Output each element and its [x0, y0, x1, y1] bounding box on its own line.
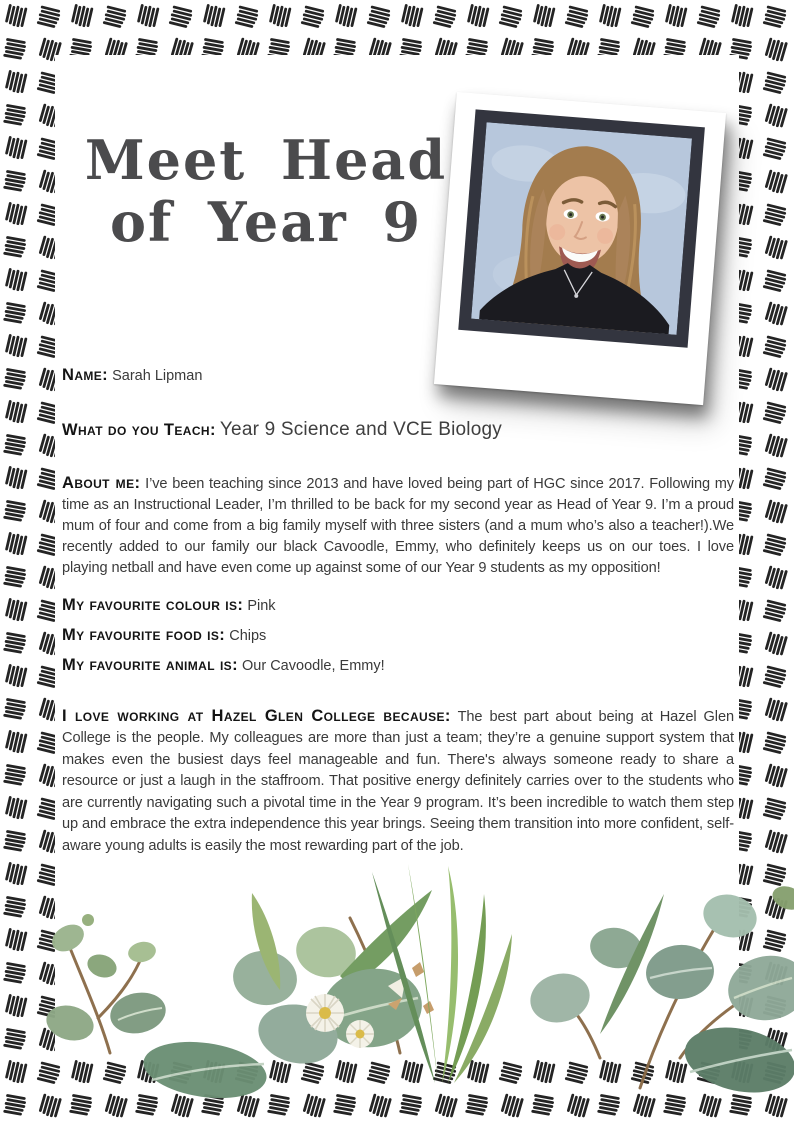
- page-title-line1: Meet Head: [84, 128, 448, 193]
- favourite-colour-row: [62, 596, 734, 626]
- favourites-group: [62, 596, 734, 686]
- about-label: About me:: [62, 473, 141, 492]
- photo-mat: [458, 109, 705, 347]
- about-paragraph: [62, 473, 734, 579]
- photo-polaroid: [434, 92, 726, 405]
- favourite-colour-value: Pink: [247, 598, 276, 614]
- about-text: I’ve been teaching since 2013 and have loved being part of HGC since 2017. Following my time as an Instructional Leader, I’m thrilled to be back for my second year as Head of Year 9. I’m a proud mum of four and come from a big family myself with three sisters (and a mum who’s also a teacher!).We recently added to our family our black Cavoodle, Emmy, who definitely keeps us on our toes. I love playing netball and have even come up against some of our Year 9 students as my opposition!: [62, 475, 734, 576]
- page-title-line2: of Year 9: [109, 190, 423, 255]
- name-label: Name:: [62, 366, 109, 384]
- favourite-animal-row: [62, 656, 734, 686]
- love-working-paragraph: [62, 706, 734, 858]
- teach-label: What do you Teach:: [62, 421, 216, 439]
- love-working-text: The best part about being at Hazel Glen College is the people. My colleagues are more than just a team; they’re a genuine support system that makes even the busiest days feel manageable and fun. There's always someone ready to share a resource or just a laugh in the staffroom. That positive energy definitely carries over to the students who are currently navigating such a pivotal time in the Year 9 program. It’s been incredible to watch them step up and embrace the extra independence this year brings. Seeing them transition into more confident, self-aware young adults is easily the most rewarding part of the job.: [62, 708, 734, 854]
- portrait-photo: [471, 122, 692, 335]
- favourite-animal-value: Our Cavoodle, Emmy!: [242, 658, 385, 674]
- name-value: Sarah Lipman: [112, 368, 203, 384]
- love-working-label: I love working at Hazel Glen College because:: [62, 706, 451, 725]
- favourite-food-value: Chips: [229, 628, 267, 644]
- teach-row: [62, 419, 734, 441]
- favourite-food-row: [62, 626, 734, 656]
- teach-value: Year 9 Science and VCE Biology: [219, 419, 502, 440]
- favourite-animal-label: My favourite animal is:: [62, 656, 238, 674]
- favourite-colour-label: My favourite colour is:: [62, 596, 244, 614]
- page-title: [80, 129, 452, 253]
- favourite-food-label: My favourite food is:: [62, 626, 226, 644]
